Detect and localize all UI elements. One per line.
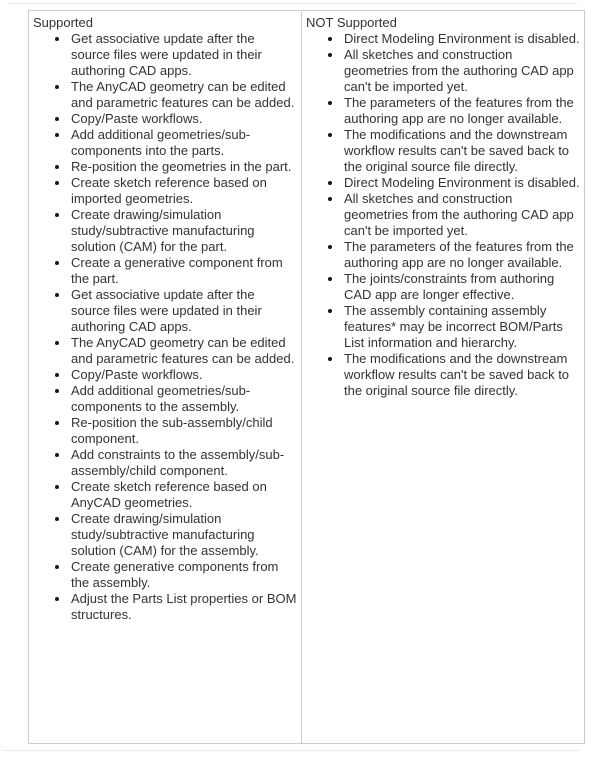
bullet-icon: [328, 181, 332, 185]
supported-list-item: [33, 367, 297, 383]
not-supported-list-item-text: The modifications and the downstream workflow results can't be saved back to the original source file directly.: [344, 351, 570, 398]
not-supported-column-header: NOT Supported: [306, 15, 397, 30]
supported-list-item: [33, 415, 297, 447]
not-supported-list-item: [306, 191, 580, 239]
bullet-icon: [55, 517, 59, 521]
not-supported-list-item: [306, 303, 580, 351]
bullet-icon: [55, 181, 59, 185]
bullet-icon: [328, 53, 332, 57]
bullet-icon: [328, 277, 332, 281]
bullet-icon: [328, 133, 332, 137]
not-supported-list-item-text: All sketches and construction geometries from the authoring CAD app can't be imported yet.: [344, 191, 574, 238]
not-supported-column: [301, 11, 584, 743]
supported-list-item-text: Re-position the sub-assembly/child component.: [71, 415, 273, 446]
supported-list-item-text: Create sketch reference based on imported geometries.: [71, 175, 267, 206]
bullet-icon: [55, 565, 59, 569]
supported-list-item: [33, 511, 297, 559]
bullet-icon: [55, 85, 59, 89]
supported-list-item-text: Copy/Paste workflows.: [71, 367, 203, 382]
bullet-icon: [55, 165, 59, 169]
bullet-icon: [55, 453, 59, 457]
not-supported-list-item-text: The assembly containing assembly features* may be incorrect BOM/Parts List information and hierarchy.: [344, 303, 563, 350]
not-supported-list-item-text: The parameters of the features from the authoring app are no longer available.: [344, 95, 574, 126]
not-supported-list-item: [306, 47, 580, 95]
bullet-icon: [328, 197, 332, 201]
supported-list-item-text: Create generative components from the assembly.: [71, 559, 279, 590]
not-supported-list-item-text: Direct Modeling Environment is disabled.: [344, 31, 580, 46]
supported-column: [29, 11, 301, 743]
supported-list-item: [33, 479, 297, 511]
supported-list-item: [33, 159, 297, 175]
supported-column-header: Supported: [33, 15, 93, 30]
supported-list-item-text: Create sketch reference based on AnyCAD geometries.: [71, 479, 267, 510]
not-supported-list-item: [306, 127, 580, 175]
bullet-icon: [55, 421, 59, 425]
supported-list-item-text: Get associative update after the source files were updated in their authoring CAD apps.: [71, 287, 262, 334]
supported-list-item-text: The AnyCAD geometry can be edited and parametric features can be added.: [71, 79, 295, 110]
not-supported-list-item: [306, 271, 580, 303]
supported-list-item: [33, 383, 297, 415]
supported-list-item: [33, 127, 297, 159]
supported-list-item-text: Create a generative component from the part.: [71, 255, 283, 286]
supported-list-item: [33, 31, 297, 79]
not-supported-list-item: [306, 175, 580, 191]
supported-list-item: [33, 287, 297, 335]
not-supported-list-item-text: The modifications and the downstream workflow results can't be saved back to the original source file directly.: [344, 127, 570, 174]
bullet-icon: [55, 485, 59, 489]
supported-list-item-text: Add additional geometries/sub-components into the parts.: [71, 127, 251, 158]
bullet-icon: [55, 389, 59, 393]
supported-list-item: [33, 111, 297, 127]
not-supported-list-item: [306, 351, 580, 399]
supported-list-item: [33, 79, 297, 111]
not-supported-list-item-text: All sketches and construction geometries from the authoring CAD app can't be imported yet.: [344, 47, 574, 94]
supported-list-item-text: The AnyCAD geometry can be edited and parametric features can be added.: [71, 335, 295, 366]
not-supported-list-item: [306, 239, 580, 271]
bullet-icon: [55, 341, 59, 345]
supported-comparison-table: [28, 10, 585, 744]
supported-list-item-text: Add constraints to the assembly/sub-assembly/child component.: [71, 447, 285, 478]
not-supported-list-item-text: The parameters of the features from the authoring app are no longer available.: [344, 239, 574, 270]
bullet-icon: [55, 37, 59, 41]
bullet-icon: [328, 37, 332, 41]
not-supported-list-item: [306, 31, 580, 47]
supported-list-item-text: Adjust the Parts List properties or BOM structures.: [71, 591, 297, 622]
supported-list-item: [33, 591, 297, 623]
bullet-icon: [55, 117, 59, 121]
bullet-icon: [328, 309, 332, 313]
supported-list-item-text: Get associative update after the source files were updated in their authoring CAD apps.: [71, 31, 262, 78]
supported-list: [33, 31, 297, 623]
supported-list-item-text: Re-position the geometries in the part.: [71, 159, 292, 174]
bullet-icon: [55, 597, 59, 601]
bullet-icon: [55, 133, 59, 137]
bullet-icon: [328, 357, 332, 361]
bullet-icon: [55, 261, 59, 265]
bottom-divider-rule: [2, 750, 580, 751]
supported-list-item-text: Create drawing/simulation study/subtractive manufacturing solution (CAM) for the part.: [71, 207, 255, 254]
not-supported-list: [306, 31, 580, 399]
supported-list-item-text: Create drawing/simulation study/subtractive manufacturing solution (CAM) for the assembly.: [71, 511, 259, 558]
top-divider-rule: [8, 3, 578, 4]
bullet-icon: [55, 293, 59, 297]
supported-list-item: [33, 447, 297, 479]
not-supported-list-item-text: The joints/constraints from authoring CAD app are longer effective.: [344, 271, 555, 302]
not-supported-list-item: [306, 95, 580, 127]
bullet-icon: [55, 373, 59, 377]
supported-list-item: [33, 207, 297, 255]
bullet-icon: [328, 245, 332, 249]
supported-list-item: [33, 335, 297, 367]
supported-list-item: [33, 559, 297, 591]
supported-list-item: [33, 175, 297, 207]
bullet-icon: [328, 101, 332, 105]
supported-list-item-text: Copy/Paste workflows.: [71, 111, 203, 126]
not-supported-list-item-text: Direct Modeling Environment is disabled.: [344, 175, 580, 190]
bullet-icon: [55, 213, 59, 217]
supported-list-item-text: Add additional geometries/sub-components to the assembly.: [71, 383, 251, 414]
supported-list-item: [33, 255, 297, 287]
